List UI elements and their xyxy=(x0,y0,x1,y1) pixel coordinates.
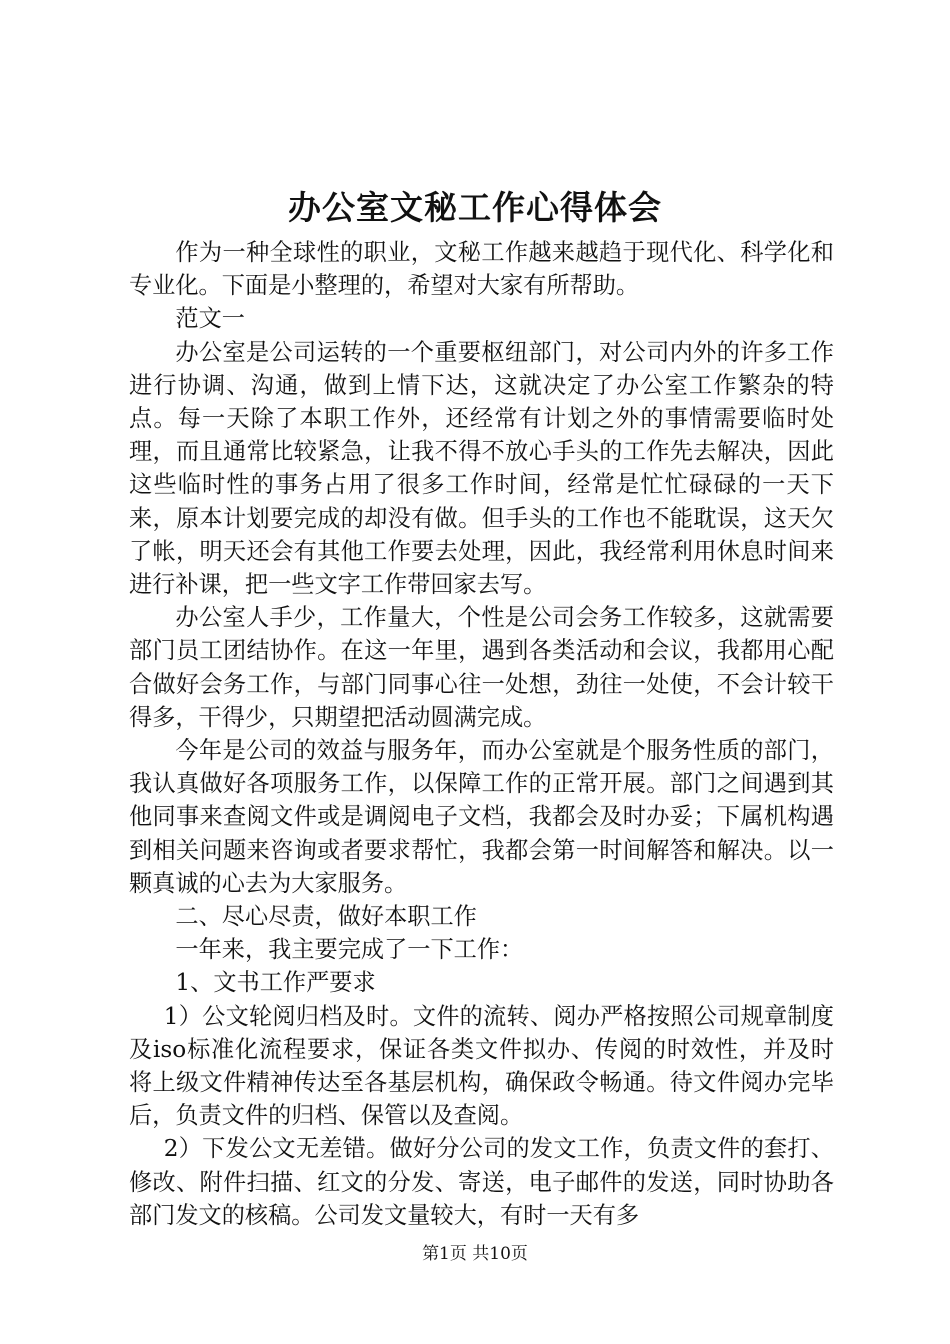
document-body xyxy=(129,236,834,1232)
body-paragraph: 一年来，我主要完成了一下工作： xyxy=(175,936,524,964)
intro-paragraph: 作为一种全球性的职业，文秘工作越来越趋于现代化、科学化和专业化。下面是小整理的，希望对大家有所帮助。 xyxy=(129,239,834,300)
body-paragraph: 办公室人手少，工作量大，个性是公司会务工作较多，这就需要部门员工团结协作。在这一年里，遇到各类活动和会议，我都用心配合做好会务工作，与部门同事心往一处想，劲往一处使，不会计较干得多，干得少，只期望把活动圆满完成。 xyxy=(129,604,834,731)
section-heading: 二、尽心尽责，做好本职工作 xyxy=(175,903,477,931)
list-item-paragraph: 2）下发公文无差错。做好分公司的发文工作，负责文件的套打、修改、附件扫描、红文的分发、寄送，电子邮件的发送，同时协助各部门发文的核稿。公司发文量较大，有时一天有多 xyxy=(129,1135,834,1229)
document-title: 办公室文秘工作心得体会 xyxy=(288,188,662,227)
page-footer: 第1页 共10页 xyxy=(422,1244,528,1264)
body-paragraph: 今年是公司的效益与服务年，而办公室就是个服务性质的部门，我认真做好各项服务工作，以保障工作的正常开展。部门之间遇到其他同事来查阅文件或是调阅电子文档，我都会及时办妥；下属机构遇到相关问题来咨询或者要求帮忙，我都会第一时间解答和解决。以一颗真诚的心去为大家服务。 xyxy=(129,737,834,897)
sample-heading: 范文一 xyxy=(175,305,245,333)
body-paragraph: 办公室是公司运转的一个重要枢纽部门，对公司内外的许多工作进行协调、沟通，做到上情下达，这就决定了办公室工作繁杂的特点。每一天除了本职工作外，还经常有计划之外的事情需要临时处理，而且通常比较紧急，让我不得不放心手头的工作先去解决，因此这些临时性的事务占用了很多工作时间，经常是忙忙碌碌的一天下来，原本计划要完成的却没有做。但手头的工作也不能耽误，这天欠了帐，明天还会有其他工作要去处理，因此，我经常利用休息时间来进行补课，把一些文字工作带回家去写。 xyxy=(129,338,834,599)
subsection-heading: 1、文书工作严要求 xyxy=(175,969,376,997)
list-item-paragraph: 1）公文轮阅归档及时。文件的流转、阅办严格按照公司规章制度及iso标准化流程要求，保证各类文件拟办、传阅的时效性，并及时将上级文件精神传达至各基层机构，确保政令畅通。待文件阅办完毕后，负责文件的归档、保管以及查阅。 xyxy=(129,1002,834,1130)
